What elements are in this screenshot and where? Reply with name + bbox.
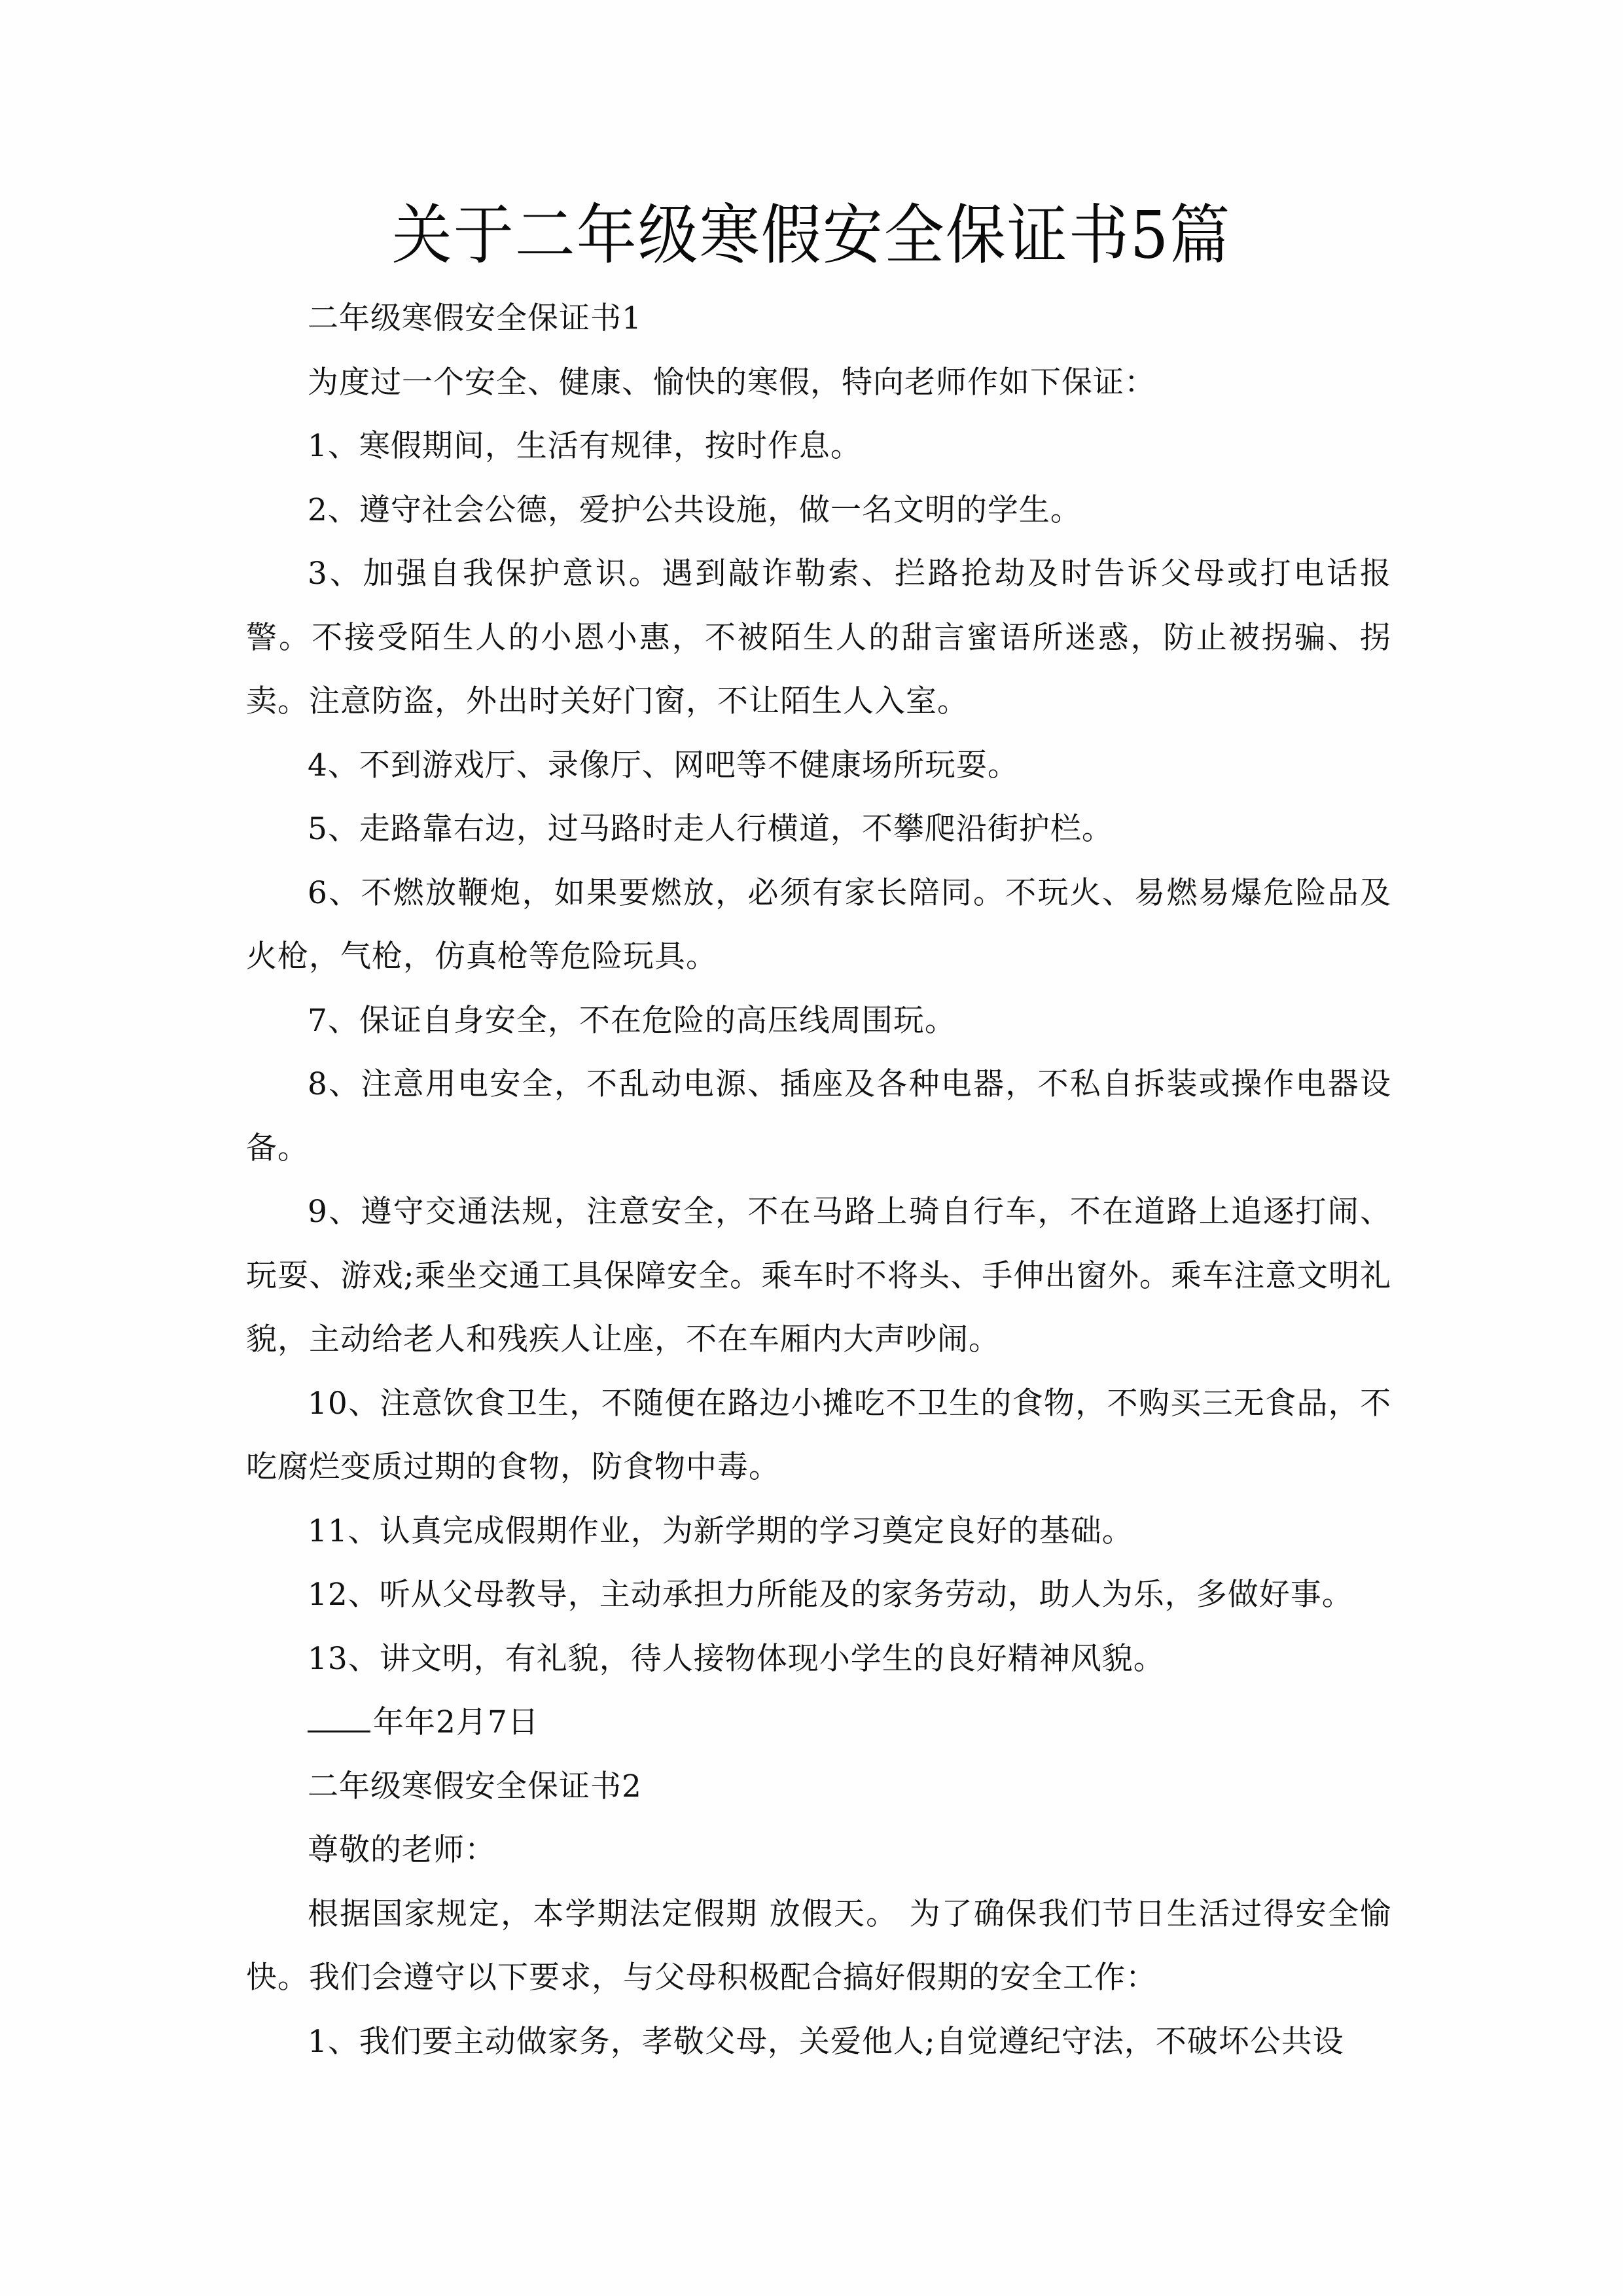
list-item: 7、保证自身安全，不在危险的高压线周围玩。 [308, 1002, 956, 1039]
list-item: 5、走路靠右边，过马路时走人行横道，不攀爬沿街护栏。 [308, 811, 1113, 847]
list-item: 11、认真完成假期作业，为新学期的学习奠定良好的基础。 [308, 1513, 1133, 1549]
list-item: 12、听从父母教导，主动承担力所能及的家务劳动，助人为乐，多做好事。 [308, 1577, 1353, 1613]
list-item: 1、寒假期间，生活有规律，按时作息。 [308, 428, 862, 464]
document-body [246, 287, 1391, 2073]
paragraph: 为度过一个安全、健康、愉快的寒假，特向老师作如下保证： [308, 364, 1156, 401]
document-title: 关于二年级寒假安全保证书5篇 [391, 197, 1232, 274]
paragraph: 根据国家规定，本学期法定假期 放假天。 为了确保我们节日生活过得安全愉快。我们会遵守以下要求，与父母积极配合搞好假期的安全工作： [246, 1895, 1391, 1996]
section-heading: 二年级寒假安全保证书1 [308, 300, 642, 336]
list-item: 6、不燃放鞭炮，如果要燃放，必须有家长陪同。不玩火、易燃易爆危险品及火枪，气枪，仿真枪等危险玩具。 [246, 874, 1391, 975]
date-line [246, 1691, 1391, 1755]
salutation: 尊敬的老师： [308, 1832, 496, 1868]
date-blank-field [308, 1704, 370, 1732]
list-item: 9、遵守交通法规，注意安全，不在马路上骑自行车，不在道路上追逐打闹、玩耍、游戏;乘坐交通工具保障安全。乘车时不将头、手伸出窗外。乘车注意文明礼貌，主动给老人和残疾人让座，不在车厢内大声吵闹。 [246, 1194, 1391, 1357]
date-text: 年年2月7日 [373, 1704, 539, 1740]
section-heading: 二年级寒假安全保证书2 [308, 1768, 642, 1804]
list-item: 2、遵守社会公德，爱护公共设施，做一名文明的学生。 [308, 492, 1082, 528]
list-item: 13、讲文明，有礼貌，待人接物体现小学生的良好精神风貌。 [308, 1640, 1165, 1677]
list-item: 1、我们要主动做家务，孝敬父母，关爱他人;自觉遵纪守法，不破坏公共设 [308, 2023, 1344, 2060]
list-item: 4、不到游戏厅、录像厅、网吧等不健康场所玩耍。 [308, 747, 1019, 783]
list-item: 10、注意饮食卫生，不随便在路边小摊吃不卫生的食物，不购买三无食品，不吃腐烂变质过期的食物，防食物中毒。 [246, 1385, 1391, 1485]
list-item: 8、注意用电安全，不乱动电源、插座及各种电器，不私自拆装或操作电器设备。 [246, 1066, 1391, 1166]
list-item: 3、加强自我保护意识。遇到敲诈勒索、拦路抢劫及时告诉父母或打电话报警。不接受陌生人的小恩小惠，不被陌生人的甜言蜜语所迷惑，防止被拐骗、拐卖。注意防盗，外出时关好门窗，不让陌生人入室。 [246, 556, 1391, 719]
